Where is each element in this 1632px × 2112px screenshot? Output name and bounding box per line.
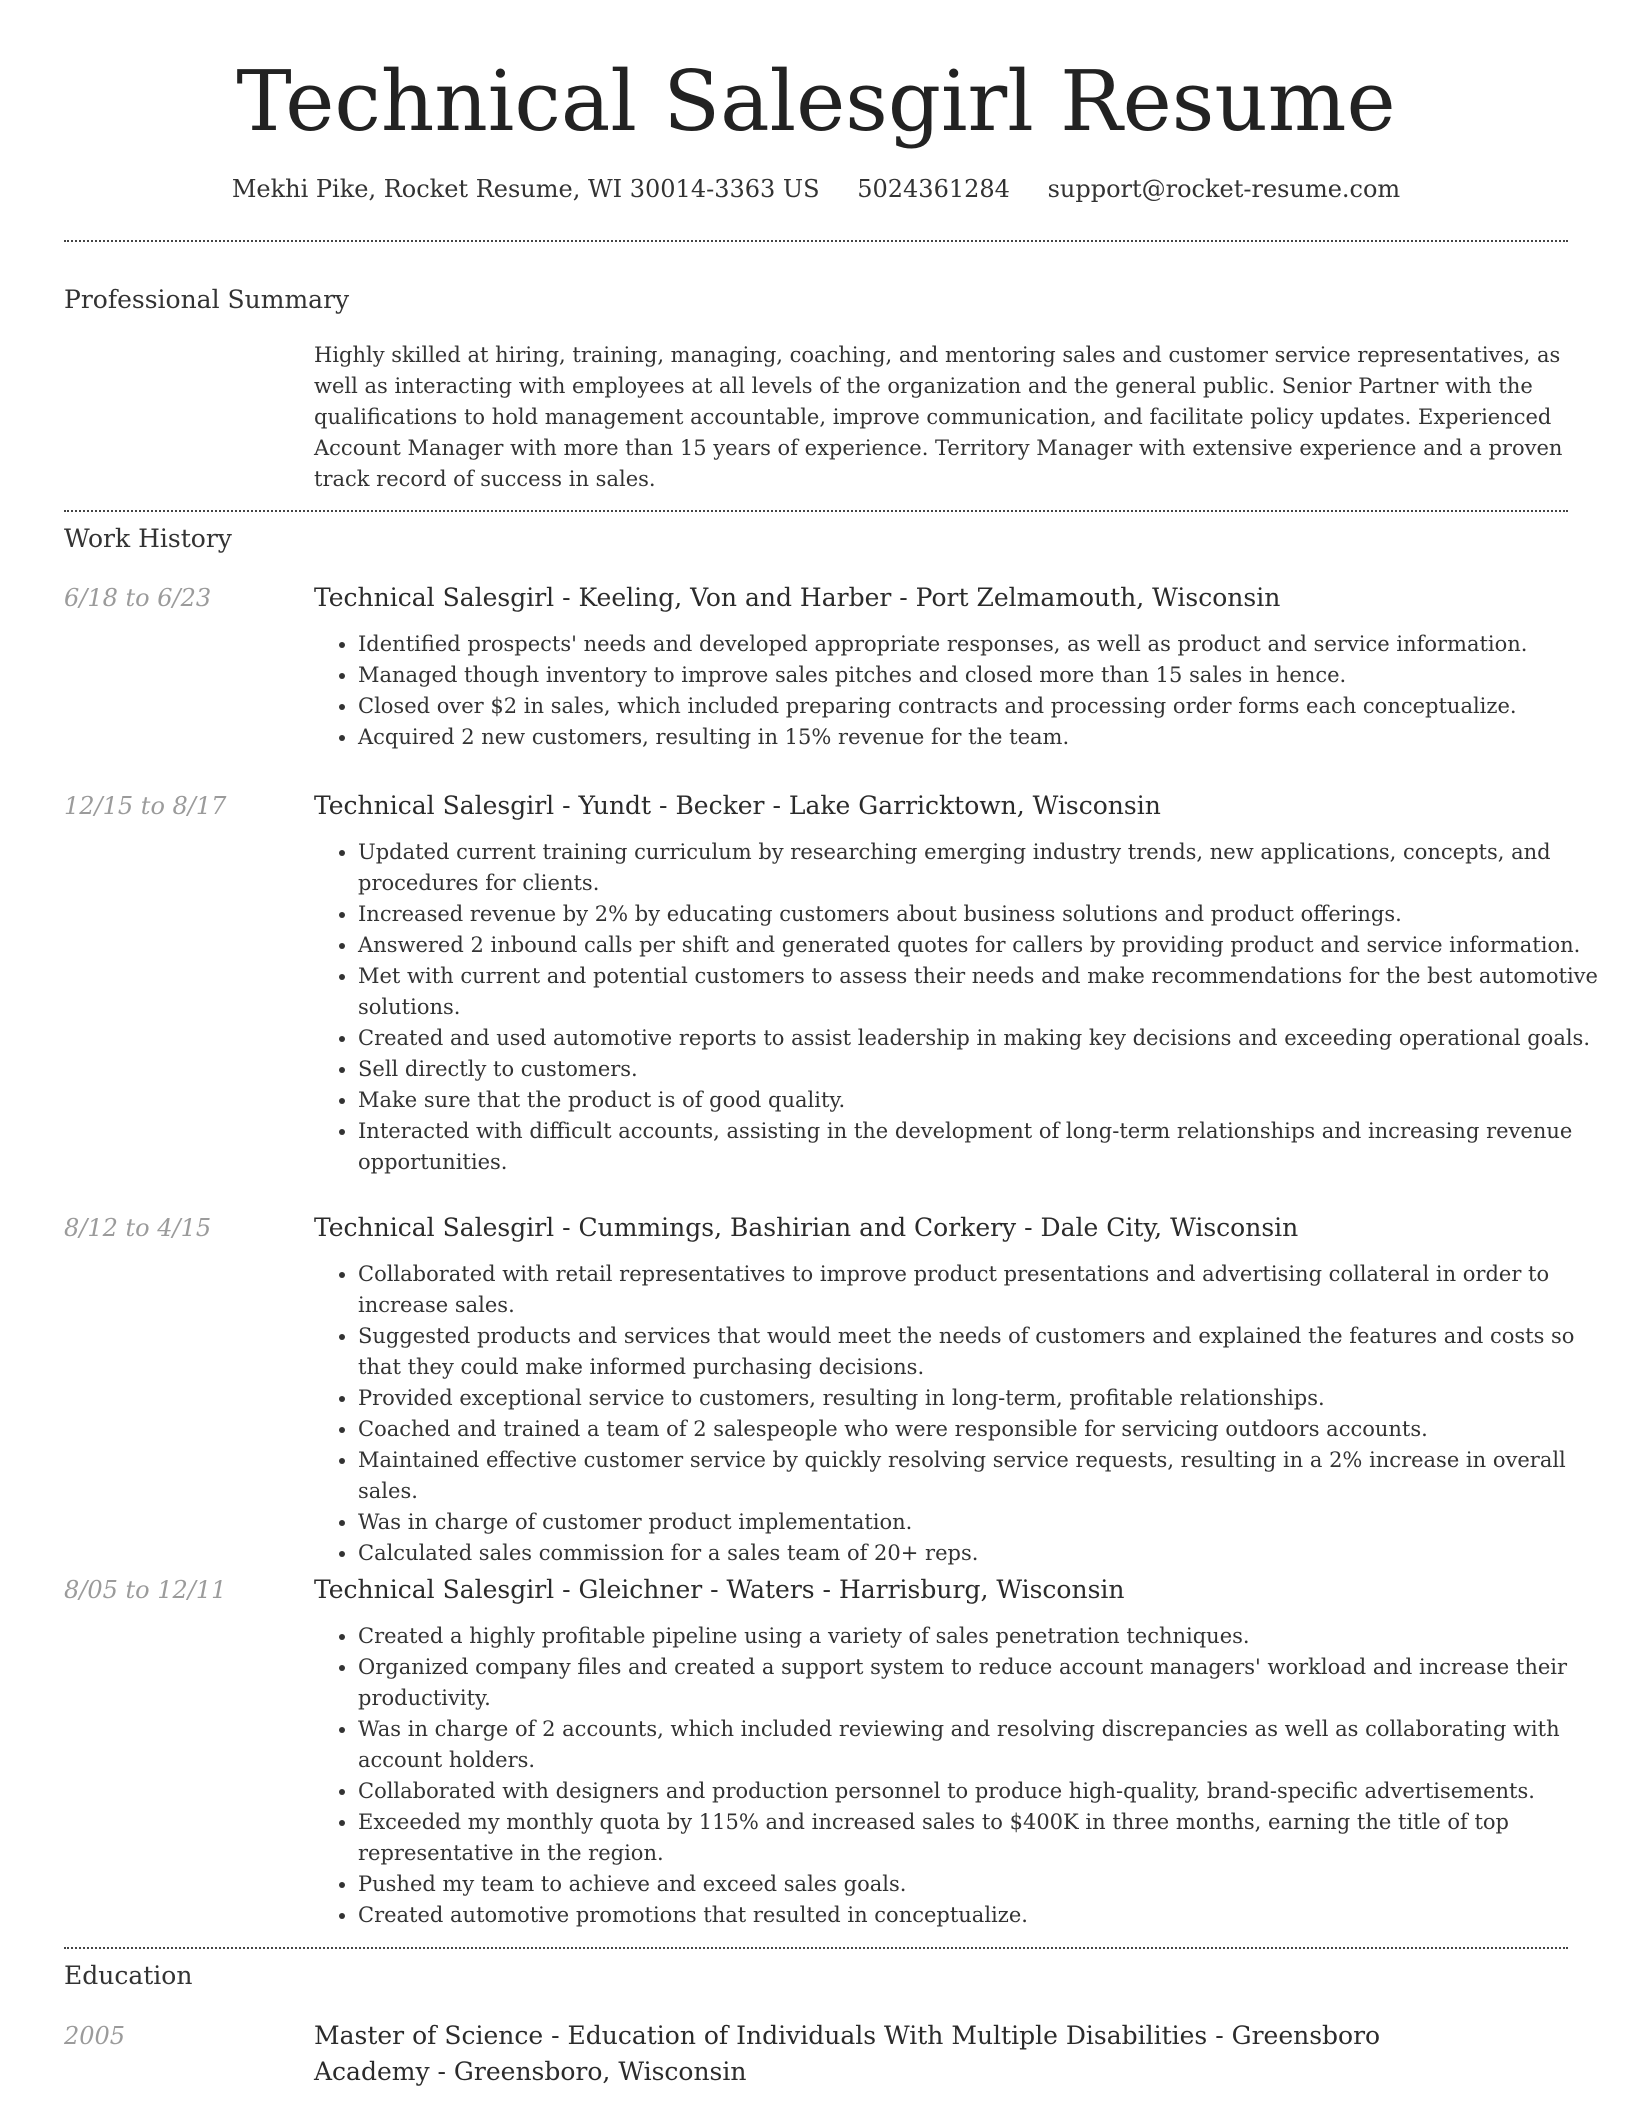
summary-text: Highly skilled at hiring, training, managing, coaching, and mentoring sales and customer service representatives, as well as interacting with employees at all levels of the organization and the general public. Senior Partner with the qualifications to hold management accountable, improve communication, and facilitate policy updates. Experienced Account Manager with more than 15 years of experience. Territory Manager with extensive experience and a proven track record of success in sales. — [314, 343, 1563, 491]
divider — [64, 1947, 1568, 1949]
job-bullet: • Provided exceptional service to customers, resulting in long-term, profitable relationships. — [358, 1383, 1612, 1414]
job-title: Technical Salesgirl - Cummings, Bashirian and Corkery - Dale City, Wisconsin — [314, 1213, 1299, 1242]
job-bullet: • Managed though inventory to improve sales pitches and closed more than 15 sales in hence. — [358, 660, 1612, 691]
job-bullet: • Make sure that the product is of good quality. — [358, 1085, 1612, 1116]
job-bullet: • Closed over $2 in sales, which included preparing contracts and processing order forms each conceptualize. — [358, 691, 1612, 722]
job-bullet: • Identified prospects' needs and developed appropriate responses, as well as product and service information. — [358, 629, 1612, 660]
job-bullets — [314, 1621, 1612, 1931]
job-bullet: • Created and used automotive reports to assist leadership in making key decisions and exceeding operational goals. — [358, 1023, 1612, 1054]
job-bullet: • Exceeded my monthly quota by 115% and increased sales to $400K in three months, earning the title of top representative in the region. — [358, 1807, 1612, 1869]
job-bullet: • Interacted with difficult accounts, assisting in the development of long-term relationships and increasing revenue opportunities. — [358, 1116, 1612, 1178]
job-bullet: • Organized company files and created a support system to reduce account managers' workload and increase their productivity. — [358, 1652, 1612, 1714]
job-bullets — [314, 837, 1612, 1178]
job-bullets — [314, 629, 1612, 753]
job-bullet: • Collaborated with retail representatives to improve product presentations and advertising collateral in order to increase sales. — [358, 1259, 1612, 1321]
job-bullet: • Suggested products and services that would meet the needs of customers and explained the features and costs so that they could make informed purchasing decisions. — [358, 1321, 1612, 1383]
contact-email: support@rocket-resume.com — [1047, 175, 1401, 203]
job-title: Technical Salesgirl - Yundt - Becker - Lake Garricktown, Wisconsin — [314, 791, 1161, 820]
job-bullet: • Increased revenue by 2% by educating customers about business solutions and product offerings. — [358, 899, 1612, 930]
section-heading-education: Education — [64, 1961, 193, 1990]
divider — [64, 510, 1568, 512]
job-title: Technical Salesgirl - Keeling, Von and Harber - Port Zelmamouth, Wisconsin — [314, 583, 1281, 612]
section-heading-work-history: Work History — [64, 524, 232, 553]
job-bullet: • Answered 2 inbound calls per shift and generated quotes for callers by providing product and service information. — [358, 930, 1612, 961]
divider — [64, 240, 1568, 242]
job-bullet: • Maintained effective customer service by quickly resolving service requests, resulting in a 2% increase in overall sales. — [358, 1445, 1612, 1507]
job-bullet: • Created automotive promotions that resulted in conceptualize. — [358, 1900, 1612, 1931]
job-dates: 6/18 to 6/23 — [64, 584, 212, 612]
job-bullet: • Sell directly to customers. — [358, 1054, 1612, 1085]
job-bullet: • Was in charge of customer product implementation. — [358, 1507, 1612, 1538]
job-bullets — [314, 1259, 1612, 1569]
job-bullet: • Created a highly profitable pipeline using a variety of sales penetration techniques. — [358, 1621, 1612, 1652]
job-bullet: • Met with current and potential customers to assess their needs and make recommendations for the best automotive solutions. — [358, 961, 1612, 1023]
job-bullet: • Acquired 2 new customers, resulting in 15% revenue for the team. — [358, 722, 1612, 753]
job-bullet: • Calculated sales commission for a sales team of 20+ reps. — [358, 1538, 1612, 1569]
job-dates: 8/12 to 4/15 — [64, 1214, 212, 1242]
job-bullet: • Updated current training curriculum by researching emerging industry trends, new applications, concepts, and procedures for clients. — [358, 837, 1612, 899]
resume-title: Technical Salesgirl Resume — [236, 53, 1396, 150]
job-bullet: • Was in charge of 2 accounts, which included reviewing and resolving discrepancies as well as collaborating with account holders. — [358, 1714, 1612, 1776]
contact-address: Mekhi Pike, Rocket Resume, WI 30014-3363 US — [231, 175, 820, 203]
job-dates: 8/05 to 12/11 — [64, 1576, 227, 1604]
contact-line — [0, 172, 1632, 206]
education-degree: Master of Science - Education of Individuals With Multiple Disabilities - Greensboro Academy - Greensboro, Wisconsin — [314, 2021, 1381, 2086]
job-bullet: • Pushed my team to achieve and exceed sales goals. — [358, 1869, 1612, 1900]
job-title: Technical Salesgirl - Gleichner - Waters - Harrisburg, Wisconsin — [314, 1575, 1125, 1604]
education-year: 2005 — [64, 2022, 126, 2050]
contact-phone: 5024361284 — [857, 175, 1010, 203]
section-heading-summary: Professional Summary — [64, 285, 350, 314]
job-bullet: • Coached and trained a team of 2 salespeople who were responsible for servicing outdoors accounts. — [358, 1414, 1612, 1445]
job-dates: 12/15 to 8/17 — [64, 792, 227, 820]
job-bullet: • Collaborated with designers and production personnel to produce high-quality, brand-specific advertisements. — [358, 1776, 1612, 1807]
